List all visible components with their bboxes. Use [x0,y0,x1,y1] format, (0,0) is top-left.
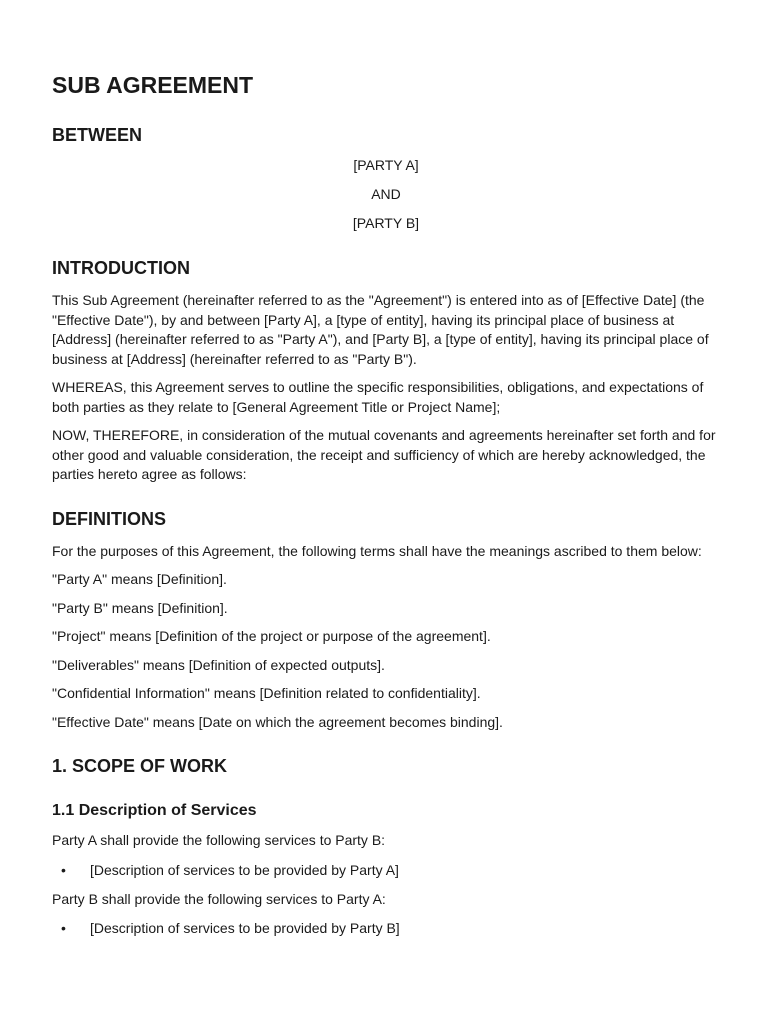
introduction-heading: INTRODUCTION [52,258,190,278]
definitions-intro: For the purposes of this Agreement, the following terms shall have the meanings ascribed to them below: [52,542,702,559]
document-page [52,70,720,938]
party-a-services-line: Party A shall provide the following services to Party B: [52,832,386,848]
between-heading: BETWEEN [52,125,142,145]
party-a-placeholder: [PARTY A] [353,157,419,173]
whereas-paragraph: WHEREAS, this Agreement serves to outline the specific responsibilities, obligations, and expectations of both parties as they relate to [General Agreement Title or Project Name]; [52,379,704,415]
definition-item: "Project" means [Definition of the project or purpose of the agreement]. [52,628,491,644]
party-a-services-bullet [52,861,720,880]
definition-item: "Party A" means [Definition]. [52,571,227,587]
party-b-services-line: Party B shall provide the following services to Party A: [52,890,386,907]
party-b-placeholder: [PARTY B] [352,215,420,231]
and-text: AND [371,186,401,202]
definition-item: "Effective Date" means [Date on which the agreement becomes binding]. [52,713,503,730]
scope-of-work-heading: 1. SCOPE OF WORK [52,756,228,776]
definition-item: "Confidential Information" means [Definition related to confidentiality]. [52,685,481,701]
party-b-services-bullet [52,919,720,938]
definition-item: "Deliverables" means [Definition of expected outputs]. [52,656,385,673]
description-of-services-heading: 1.1 Description of Services [52,802,257,819]
party-a-services-text: [Description of services to be provided by Party A] [90,861,399,878]
document-title: SUB AGREEMENT [52,72,254,98]
party-b-services-text: [Description of services to be provided by Party B] [90,920,400,936]
bullet-icon: • [61,920,66,936]
bullet-icon: • [61,861,66,878]
definition-item: "Party B" means [Definition]. [52,599,228,616]
definitions-heading: DEFINITIONS [52,508,167,529]
intro-paragraph: This Sub Agreement (hereinafter referred to as the "Agreement") is entered into as of [Effective Date] (the "Effective Date"), by and between [Party A], a [type of entity], having its principal place of business at [Address] (hereinafter referred to as "Party A"), and [Party B], a [type of entity], having its principal place of business at [Address] (hereinafter referred to as "Party B"). [52,292,709,367]
now-therefore-paragraph: NOW, THEREFORE, in consideration of the mutual covenants and agreements hereinafter set forth and for other good and valuable consideration, the receipt and sufficiency of which are hereby acknowledged, the parties hereto agree as follows: [52,427,716,482]
